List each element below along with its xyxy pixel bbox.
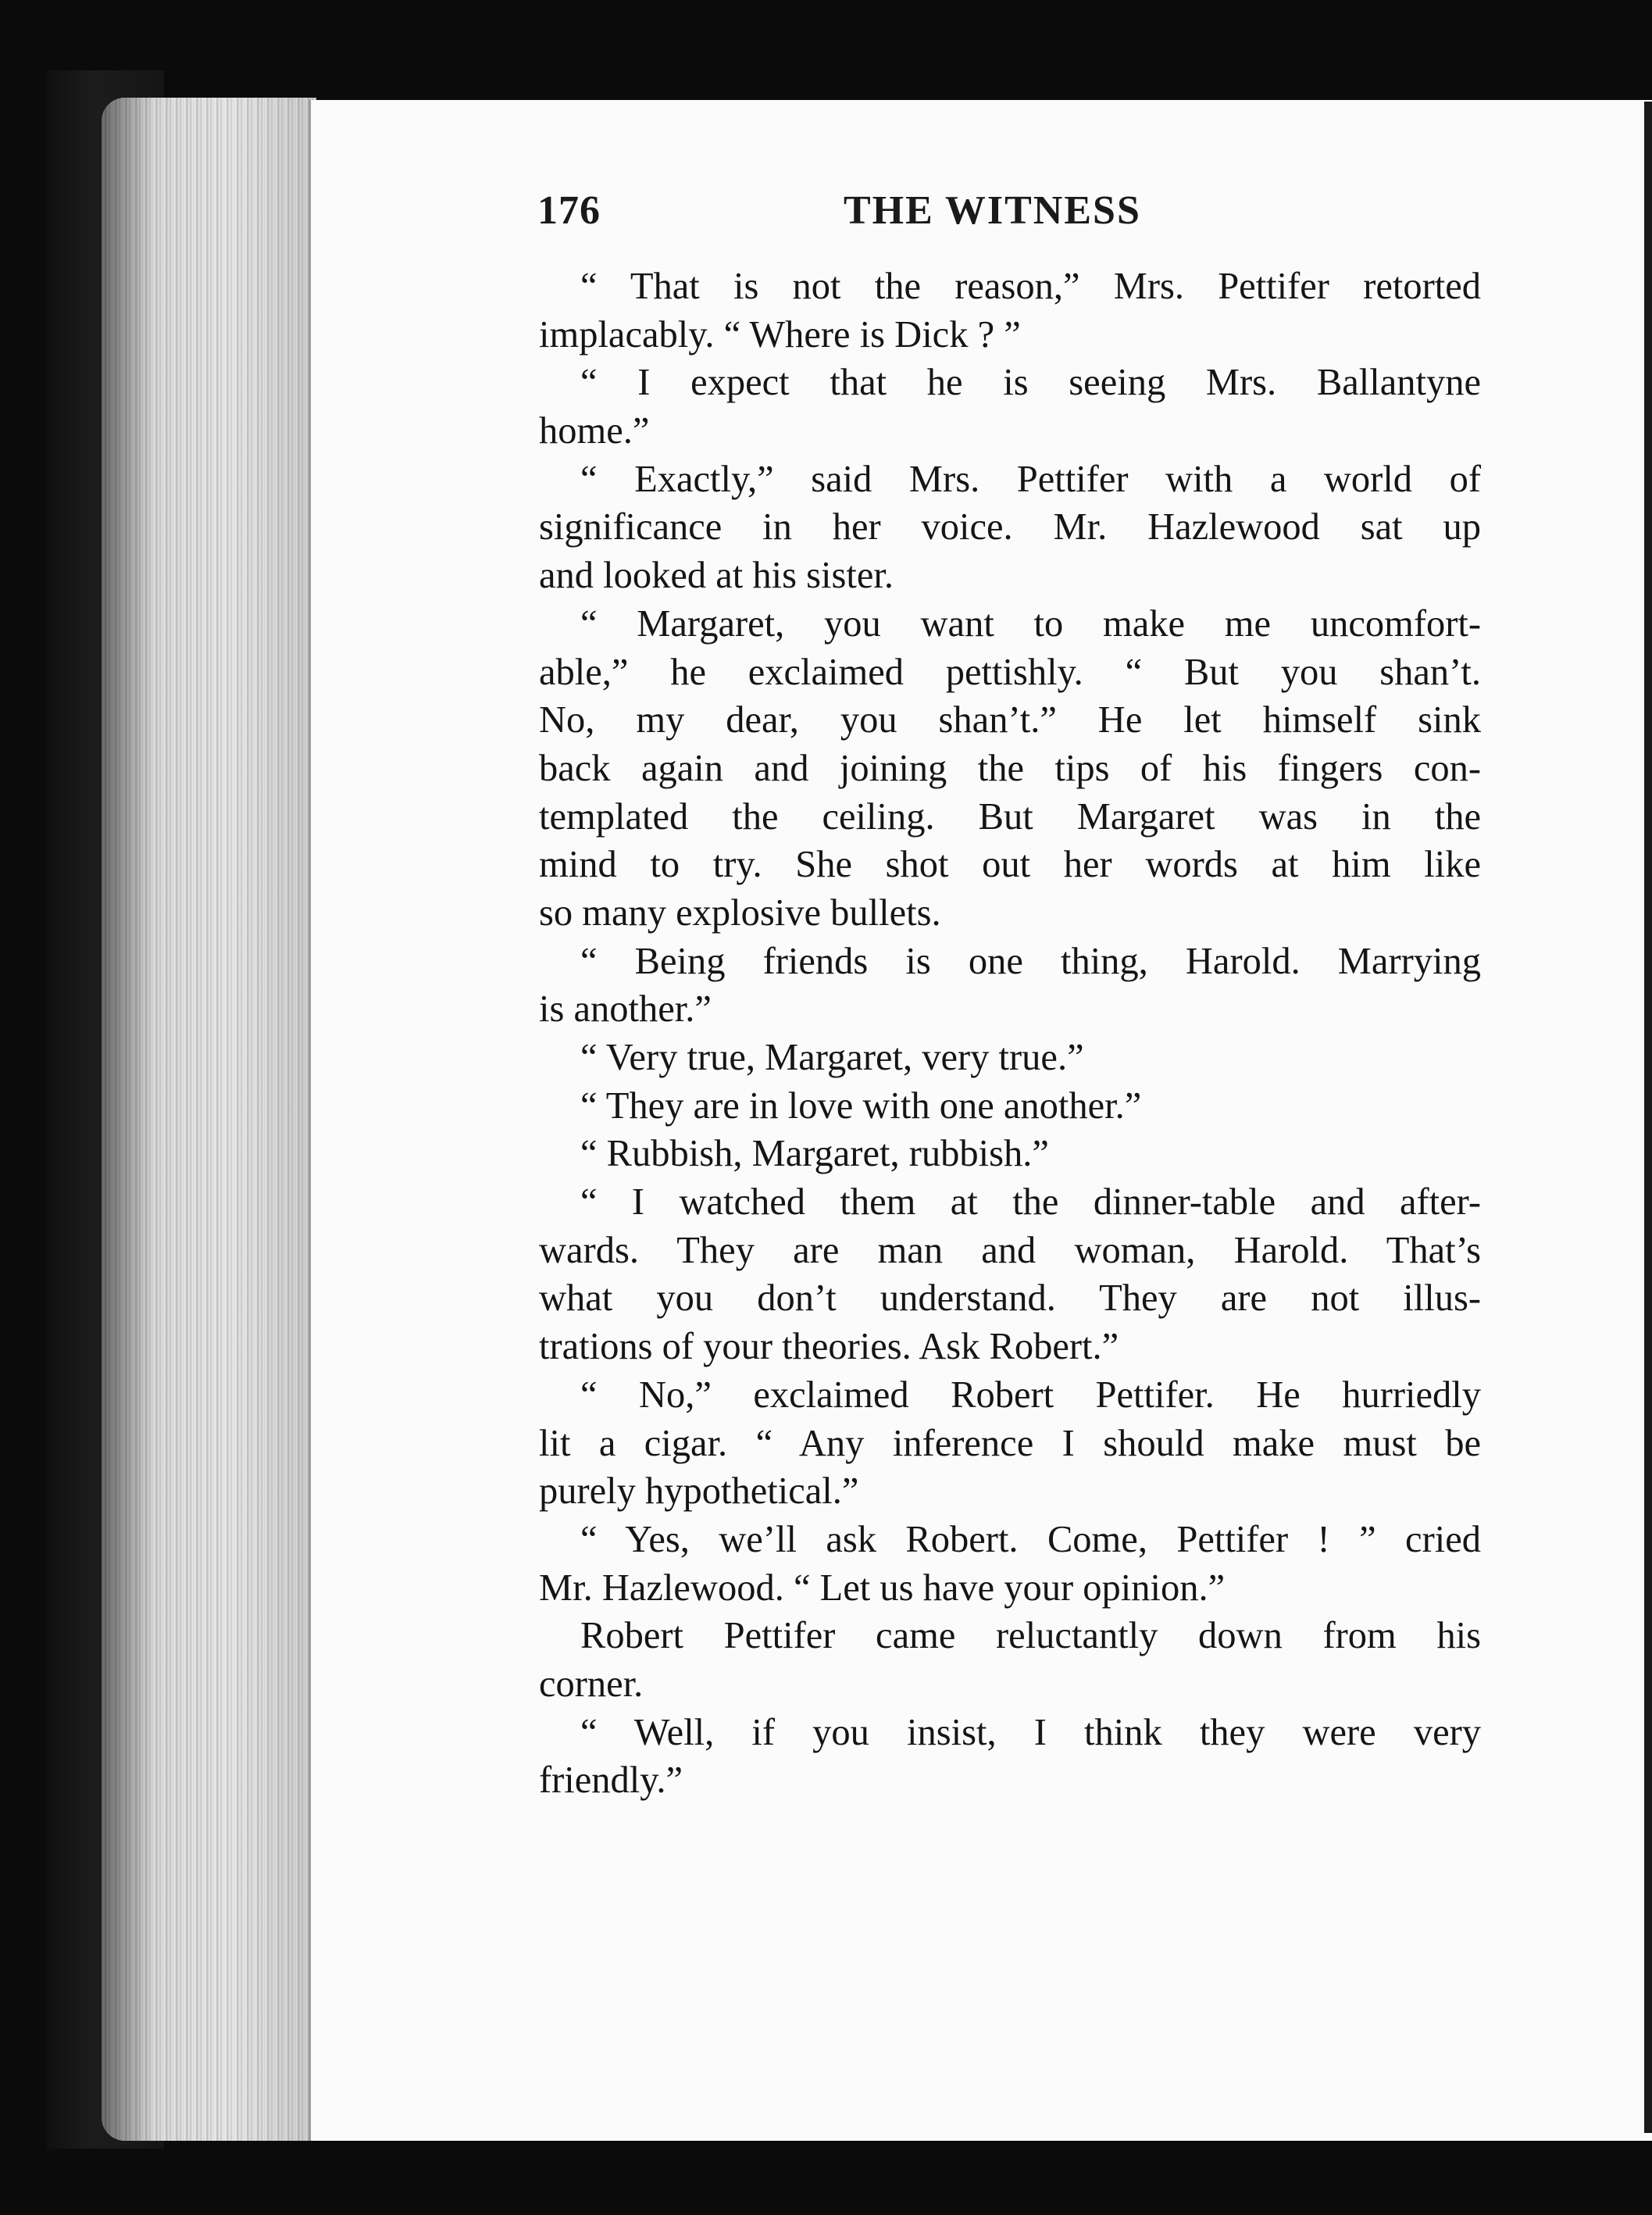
text-line: “ No,” exclaimed Robert Pettifer. He hurriedly [580, 1374, 1481, 1416]
text-line: and looked at his sister. [539, 555, 894, 597]
text-line: trations of your theories. Ask Robert.” [539, 1326, 1119, 1368]
text-line: “ Rubbish, Margaret, rubbish.” [580, 1133, 1049, 1175]
text-line: implacably. “ Where is Dick ? ” [539, 313, 1021, 355]
text-line: templated the ceiling. But Margaret was in the [539, 795, 1481, 838]
text-line: what you don’t understand. They are not illus- [539, 1277, 1481, 1320]
text-line: Mr. Hazlewood. “ Let us have your opinion.” [539, 1567, 1226, 1609]
text-line: “ They are in love with one another.” [580, 1084, 1142, 1127]
page-fore-edge-shadow [102, 98, 316, 2141]
text-line: “ Margaret, you want to make me uncomfort- [580, 602, 1481, 645]
running-title: THE WITNESS [844, 188, 1141, 233]
text-line: No, my dear, you shan’t.” He let himself sink [539, 699, 1481, 741]
text-line: back again and joining the tips of his fingers con- [539, 747, 1481, 789]
text-line: friendly.” [539, 1759, 683, 1802]
text-line: corner. [539, 1663, 644, 1705]
text-line: “ I expect that he is seeing Mrs. Ballantyne [580, 362, 1481, 404]
text-line: mind to try. She shot out her words at him like [539, 844, 1481, 886]
running-head [537, 188, 1475, 234]
text-line: purely hypothetical.” [539, 1470, 859, 1513]
text-line: wards. They are man and woman, Harold. That’s [539, 1229, 1481, 1271]
text-line: “ Well, if you insist, I think they were very [580, 1711, 1481, 1753]
text-line: “ I watched them at the dinner-table and after- [580, 1181, 1481, 1224]
text-line: “ Exactly,” said Mrs. Pettifer with a world of [580, 458, 1481, 500]
text-line: “ Being friends is one thing, Harold. Marrying [580, 940, 1481, 982]
page-right-border [1644, 102, 1652, 2133]
text-line: is another.” [539, 988, 712, 1031]
text-line: Robert Pettifer came reluctantly down from his [580, 1615, 1481, 1657]
text-line: lit a cigar. “ Any inference I should make must be [539, 1422, 1481, 1464]
body-text [539, 263, 1481, 1805]
text-line: so many explosive bullets. [539, 891, 941, 934]
page-number: 176 [537, 188, 601, 233]
text-line: home.” [539, 410, 650, 452]
text-line: “ Yes, we’ll ask Robert. Come, Pettifer ! ” cried [580, 1518, 1481, 1560]
text-line: “ That is not the reason,” Mrs. Pettifer retorted [580, 266, 1481, 307]
text-line: able,” he exclaimed pettishly. “ But you shan’t. [539, 651, 1481, 693]
text-line: significance in her voice. Mr. Hazlewood sat up [539, 506, 1481, 548]
text-line: “ Very true, Margaret, very true.” [580, 1037, 1084, 1078]
